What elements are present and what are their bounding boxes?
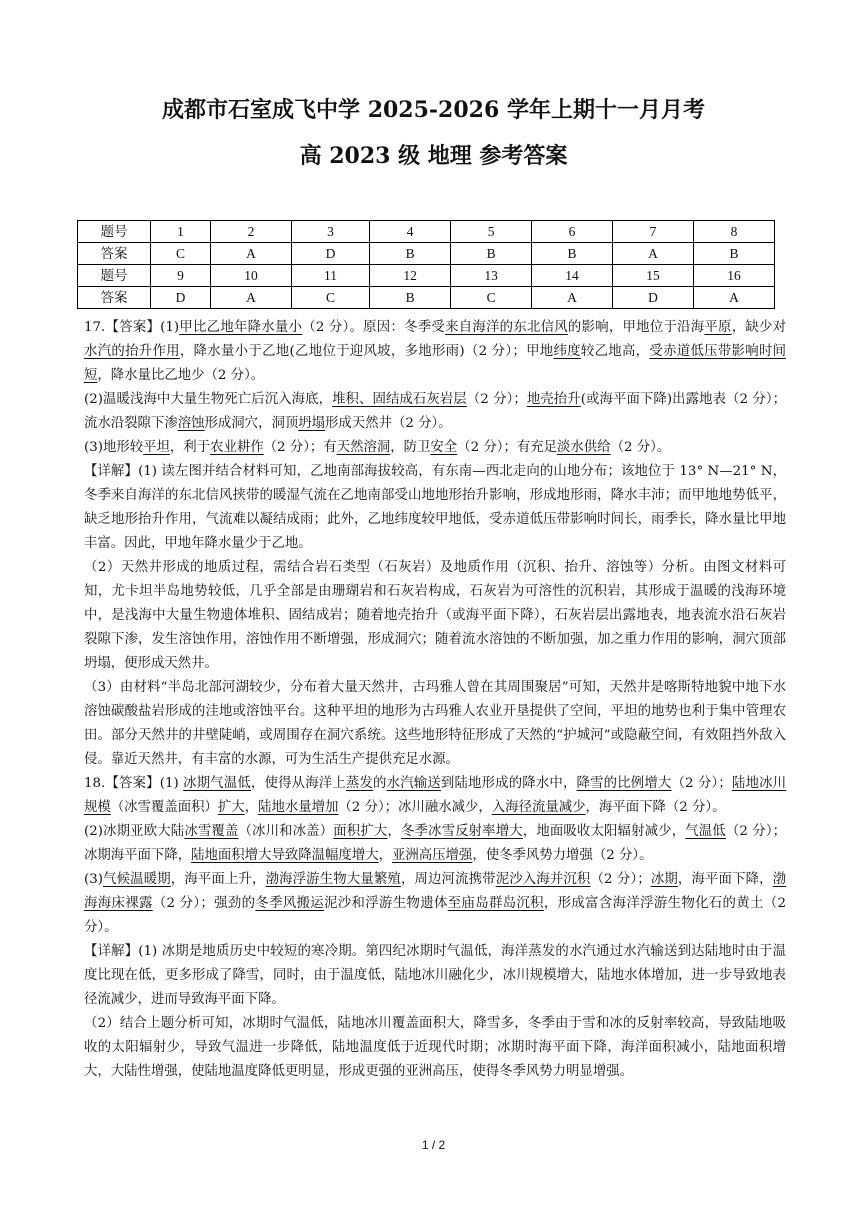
answer-table-cell: B (370, 243, 451, 265)
underlined-key-point: 冰期 (650, 872, 678, 887)
answer-table-cell: C (451, 287, 532, 309)
answer-text: （2 分）；冰期海平面下降， (84, 824, 787, 863)
answer-text: （2 分）； (590, 872, 651, 887)
underlined-key-point: 蒸发 (345, 776, 374, 791)
q17-answer-1 (84, 316, 786, 388)
answer-text: (或海平面下降)出露地表（2 分）；流水沿裂隙下渗 (84, 392, 787, 431)
underlined-key-point: 亚洲高压增强 (391, 848, 473, 863)
answer-table-row (78, 287, 775, 309)
answer-table-cell: D (291, 243, 369, 265)
answer-text: 18.【答案】(1) (84, 776, 184, 791)
answer-table-cell: A (211, 287, 292, 309)
answer-table-cell: 4 (370, 221, 451, 243)
answer-text: ，降水量小于乙地(乙地位于迎风坡，多地形雨)（2 分）；甲地 (179, 344, 554, 359)
answer-table-header-cell: 答案 (78, 243, 151, 265)
answer-table-cell: D (151, 287, 211, 309)
answer-text: （2 分）；冰川融水减少， (338, 800, 492, 815)
q18-detail-1: 【详解】(1) 冰期是地质历史中较短的寒冷期。第四纪冰期时气温低，海洋蒸发的水汽通过水汽输送到达陆地时由于温度比现在低，更多形成了降雪，同时，由于温度低，陆地冰川融化少，冰川规模增大，陆地水体增加，进一步导致地表径流减少，进而导致海平面下降。 (84, 944, 786, 1007)
answer-text: 17.【答案】(1) (84, 320, 180, 335)
page-subtitle: 高 2023 级 地理 参考答案 (299, 143, 568, 169)
underlined-key-point: 坍塌 (298, 416, 326, 431)
answer-text: （2 分）； (466, 392, 527, 407)
underlined-key-point: 来自海洋的东北信风 (445, 320, 568, 335)
answer-text: ，海平面下降， (677, 872, 773, 887)
underlined-key-point: 平原 (704, 320, 732, 335)
q17-detail-3: （3）由材料“半岛北部河湖较少，分布着大量天然井，古玛雅人曾在其周围聚居”可知，天然井是喀斯特地貌中地下水溶蚀碳酸盐岩形成的洼地或溶蚀平台。这种平坦的地形为古玛雅人农业开垦提供了空间，平坦的地势也利于集中管理农田。部分天然井的井壁陡峭，或周围存在洞穴系统。这些地形特征形成了天然的“护城河”或隐蔽空间，有效阻挡外敌入侵。靠近天然井，有丰富的水源，可为生活生产提供充足水源。 (84, 680, 786, 767)
underlined-key-point: 入海径流量减少 (491, 800, 586, 815)
underlined-key-point: 渤海浮游生物大量繁殖 (265, 872, 401, 887)
answer-table-cell: A (693, 287, 774, 309)
answer-text: （冰川和冰盖） (238, 824, 334, 839)
answer-text: ， (378, 848, 392, 863)
q17-answer-2 (84, 388, 786, 436)
answer-table-cell: 11 (291, 265, 369, 287)
underlined-key-point: 面积扩大 (333, 824, 388, 839)
underlined-key-point: 水汽输送 (386, 776, 441, 791)
answer-table-cell: 10 (211, 265, 292, 287)
answer-table-cell: 9 (151, 265, 211, 287)
underlined-key-point: 气候温暖期 (102, 872, 171, 887)
answer-table-cell: B (370, 287, 451, 309)
answer-text: 的影响，甲地位于沿海 (567, 320, 705, 335)
answer-text: (2)温暖浅海中大量生物死亡后沉入海底， (84, 392, 333, 407)
answer-text: ，使得从海洋上 (250, 776, 346, 791)
answer-text: ， (244, 800, 259, 815)
answer-table-cell: 1 (151, 221, 211, 243)
answer-text: 到陆地形成的降水中， (440, 776, 577, 791)
answer-text: ，形成富含海洋浮游生物化石的黄土（2 分）。 (84, 896, 787, 935)
answer-table-cell: 13 (451, 265, 532, 287)
underlined-key-point: 冰期气温低 (183, 776, 251, 791)
underlined-key-point: 纬度 (553, 344, 581, 359)
answer-table-cell: B (451, 243, 532, 265)
answer-table-cell: A (613, 243, 694, 265)
answer-body (84, 316, 786, 1084)
answer-text: （2 分）；有充足 (457, 440, 558, 455)
underlined-key-point: 冬季风搬运 (255, 896, 325, 911)
answer-table-cell: 15 (613, 265, 694, 287)
underlined-key-point: 天然溶洞 (336, 440, 391, 455)
answer-text: ，地面吸收太阳辐射减少， (522, 824, 686, 839)
answer-table (77, 220, 775, 309)
answer-table-cell: A (211, 243, 292, 265)
answer-text: 泥沙和浮游生物遗体 (324, 896, 448, 911)
answer-text: ，海平面下降（2 分）。 (585, 800, 726, 815)
answer-table-header-cell: 答案 (78, 287, 151, 309)
underlined-key-point: 陆地面积增大导致降温幅度增大 (191, 848, 379, 863)
answer-table-cell: C (151, 243, 211, 265)
underlined-key-point: 泥沙入海并沉积 (495, 872, 591, 887)
underlined-key-point: 地壳抬升 (526, 392, 581, 407)
answer-text: 形成天然井（2 分）。 (325, 416, 452, 431)
page-number: 1 / 2 (421, 1138, 446, 1152)
answer-text: (3)地形较 (84, 440, 144, 455)
answer-table-cell: 16 (693, 265, 774, 287)
q17-answer-3 (84, 436, 786, 460)
underlined-key-point: 扩大 (217, 800, 245, 815)
answer-text: (3) (84, 872, 103, 887)
answer-text: （2 分）。 (610, 440, 671, 455)
answer-text: ， (387, 824, 401, 839)
answer-text: ，海平面上升， (170, 872, 266, 887)
underlined-key-point: 农业耕作 (210, 440, 264, 455)
answer-text: 形成洞穴，洞顶 (204, 416, 299, 431)
underlined-key-point: 溶蚀 (177, 416, 205, 431)
underlined-key-point: 冰雪覆盖 (184, 824, 239, 839)
underlined-key-point: 水汽的抬升作用 (84, 344, 180, 359)
underlined-key-point: 安全 (430, 440, 458, 455)
answer-table-cell: 12 (370, 265, 451, 287)
underlined-key-point: 陆地冰川规模 (84, 776, 787, 815)
underlined-key-point: 冬季冰雪反射率增大 (400, 824, 523, 839)
underlined-key-point: 淡水供给 (557, 440, 611, 455)
underlined-key-point: 堆积、固结成石灰岩层 (332, 392, 467, 407)
answer-table-header-cell: 题号 (78, 221, 151, 243)
answer-text: 的 (373, 776, 387, 791)
answer-table-cell: 14 (532, 265, 613, 287)
answer-text: 较乙地高， (580, 344, 650, 359)
answer-table-cell: D (613, 287, 694, 309)
q17-detail-2: （2）天然井形成的地质过程，需结合岩石类型（石灰岩）及地质作用（沉积、抬升、溶蚀等）分析。由图文材料可知，尤卡坦半岛地势较低，几乎全部是由珊瑚岩和石灰岩构成，石灰岩为可溶性的沉积岩，其形成于温暖的浅海环境中，是浅海中大量生物遗体堆积、固结成岩；随着地壳抬升（或海平面下降），石灰岩层出露地表，地表流水沿石灰岩裂隙下渗，发生溶蚀作用，溶蚀作用不断增强，形成洞穴；随着流水溶蚀的不断加强，加之重力作用的影响，洞穴顶部坍塌，便形成天然井。 (84, 560, 786, 671)
underlined-key-point: 渤海海床裸露 (84, 872, 787, 911)
underlined-key-point: 至庙岛群岛沉积 (447, 896, 544, 911)
q18-answer-3 (84, 868, 786, 940)
answer-table-cell: 5 (451, 221, 532, 243)
underlined-key-point: 气温低 (685, 824, 726, 839)
answer-table-cell: C (291, 287, 369, 309)
answer-table-cell: 2 (211, 221, 292, 243)
q17-detail-1: 【详解】(1) 读左图并结合材料可知，乙地南部海拔较高，有东南—西北走向的山地分布；该地位于 13° N—21° N，冬季来自海洋的东北信风挟带的暖湿气流在乙地南部受山地地形抬升影响，形成地形雨，降水丰沛；而甲地地势低平，缺乏地形抬升作用，气流难以凝结成雨；此外，乙地纬度较甲地低，受赤道低压带影响时间长，雨季长，降水量比甲地丰富。因此，甲地年降水量少于乙地。 (84, 464, 786, 551)
underlined-key-point: 受赤道低压带影响时间短 (84, 344, 787, 383)
underlined-key-point: 陆地水量增加 (258, 800, 339, 815)
answer-table-row (78, 265, 775, 287)
answer-text: （2 分）；有 (263, 440, 337, 455)
answer-text: （2 分）； (671, 776, 732, 791)
q18-detail-2: （2）结合上题分析可知，冰期时气温低，陆地冰川覆盖面积大，降雪多，冬季由于雪和冰的反射率较高，导致陆地吸收的太阳辐射少，导致气温进一步降低，陆地温度低于近现代时期；冰期时海平面下降，海洋面积减小，陆地面积增大，大陆性增强，使陆地温度降低更明显，形成更强的亚洲高压，使得冬季风势力明显增强。 (84, 1016, 786, 1079)
answer-table-cell: A (532, 287, 613, 309)
answer-text: ，利于 (169, 440, 211, 455)
answer-text: （2 分）。原因：冬季受 (302, 320, 446, 335)
answer-table-cell: 7 (613, 221, 694, 243)
answer-table-cell: 8 (693, 221, 774, 243)
answer-table-row (78, 221, 775, 243)
answer-table-cell: 6 (532, 221, 613, 243)
answer-text: ，缺少对 (731, 320, 787, 335)
answer-table-cell: 3 (291, 221, 369, 243)
q18-answer-1 (84, 772, 786, 820)
underlined-key-point: 甲比乙地年降水量小 (179, 320, 303, 335)
q18-answer-2 (84, 820, 786, 868)
answer-text: ，使冬季风势力增强（2 分）。 (472, 848, 653, 863)
answer-table-cell: B (532, 243, 613, 265)
page-title: 成都市石室成飞中学 2025-2026 学年上期十一月月考 (162, 97, 705, 123)
answer-text: ，周边河流携带 (400, 872, 496, 887)
answer-text: ，降水量比乙地少（2 分）。 (97, 368, 265, 383)
underlined-key-point: 平坦 (143, 440, 170, 455)
answer-table-row (78, 243, 775, 265)
answer-table-cell: B (693, 243, 774, 265)
answer-text: ，防卫 (390, 440, 431, 455)
answer-text: （2 分）；强劲的 (152, 896, 256, 911)
answer-text: (2)冰期亚欧大陆 (84, 824, 185, 839)
answer-table-header-cell: 题号 (78, 265, 151, 287)
underlined-key-point: 降雪的比例增大 (576, 776, 672, 791)
answer-text: （冰雪覆盖面积） (110, 800, 218, 815)
